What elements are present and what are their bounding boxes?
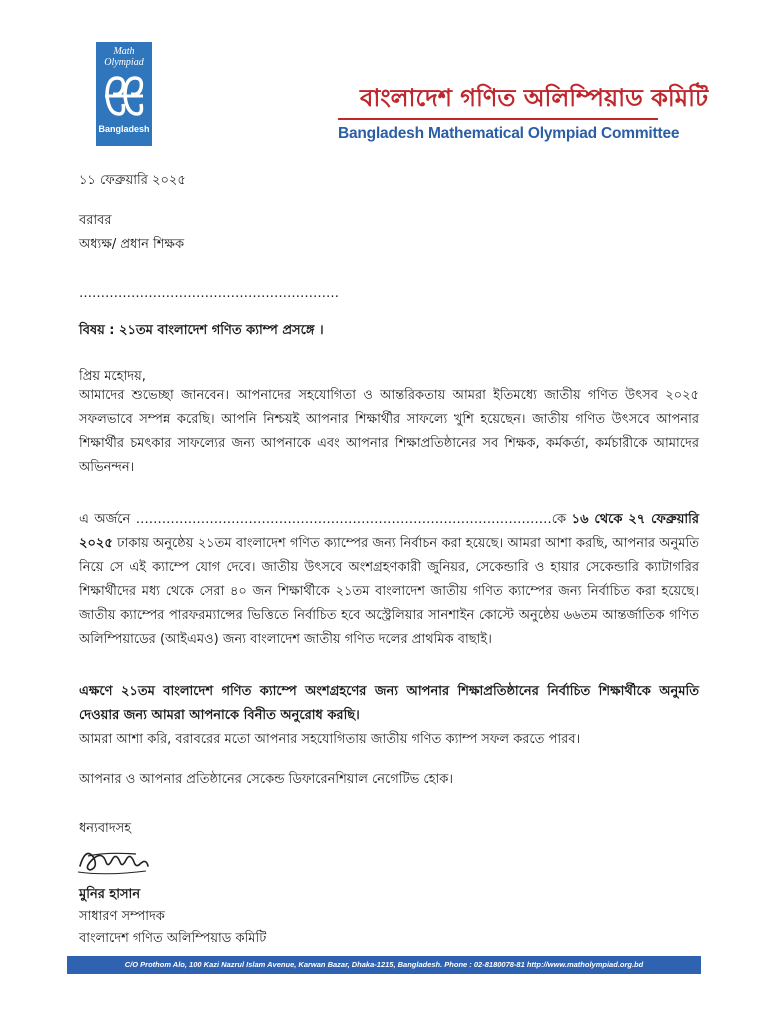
paragraph-greeting: আমাদের শুভেচ্ছা জানবেন। আপনাদের সহযোগিতা ও আন্তরিকতায় আমরা ইতিমধ্যে জাতীয় গণিত উৎসব ২০২৫ সফলভাবে সম্পন্ন করেছি। আপনি নিশ্চয়ই আপনার শিক্ষার্থীর সাফল্যে খুশি হয়েছেন। জাতীয় গণিত উৎসবে আপনার শিক্ষার্থীর চমৎকার সাফল্যের জন্য আপনাকে এবং আপনার শিক্ষাপ্রতিষ্ঠানের সব শিক্ষক, কর্মকর্তা, কর্মচারীকে আমাদের অভিনন্দন।: [79, 388, 699, 475]
recipient-blank-line: ……………………………………………………: [79, 286, 339, 301]
letter-closing: ধন্যবাদসহ: [79, 821, 132, 836]
signer-name: মুনির হাসান: [79, 887, 141, 902]
signer-title: সাধারণ সম্পাদক: [79, 909, 165, 924]
paragraph-hope: আমরা আশা করি, বরাবরের মতো আপনার সহযোগিতায় জাতীয় গণিত ক্যাম্প সফল করতে পারব।: [79, 732, 581, 747]
logo-text-bangladesh: Bangladesh: [98, 124, 150, 134]
letter-to: বরাবর: [79, 213, 112, 228]
camp-date: ১৬ থেকে ২৭ ফেব্রুয়ারি ২০২৫: [79, 512, 699, 551]
letter-subject: বিষয় : ২১তম বাংলাদেশ গণিত ক্যাম্প প্রসঙ্গে ।: [79, 323, 324, 338]
logo-emblem-icon: [101, 70, 147, 122]
bmoc-logo: [96, 42, 152, 146]
paragraph-selection: [79, 508, 699, 652]
paragraph-wish: আপনার ও আপনার প্রতিষ্ঠানের সেকেন্ড ডিফারেনশিয়াল নেগেটিভ হোক।: [79, 772, 454, 787]
header-divider: [338, 118, 658, 120]
signature-image: [76, 838, 156, 878]
logo-text-math: Math: [113, 46, 135, 57]
letter-recipient: অধ্যক্ষ/ প্রধান শিক্ষক: [79, 237, 185, 252]
letter-salutation: প্রিয় মহোদয়,: [79, 369, 146, 384]
selection-body: ঢাকায় অনুষ্ঠেয় ২১তম বাংলাদেশ গণিত ক্যাম্পের জন্য নির্বাচন করা হয়েছে। আমরা আশা করছি, আপনার অনুমতি নিয়ে সে এই ক্যাম্পে যোগ দেবে। জাতীয় উৎসবে অংশগ্রহণকারী জুনিয়র, সেকেন্ডারি ও হায়ার সেকেন্ডারি ক্যাটাগরির শিক্ষার্থীদের মধ্য থেকে সেরা ৪০ জন শিক্ষার্থীকে ২১তম বাংলাদেশ জাতীয় গণিত ক্যাম্পের জন্য নির্বাচিত করা হয়েছে। জাতীয় ক্যাম্পের পারফরম্যান্সের ভিত্তিতে নির্বাচিত হবে অস্ট্রেলিয়ার সানশাইন কোস্টে অনুষ্ঠেয় ৬৬তম আন্তর্জাতিক গণিত অলিম্পিয়াডের (আইএমও) জন্য বাংলাদেশ জাতীয় গণিত দলের প্রাথমিক বাছাই।: [79, 536, 699, 647]
footer-address-bar: C/O Prothom Alo, 100 Kazi Nazrul Islam Avenue, Karwan Bazar, Dhaka-1215, Bangladesh. Phone : 02-8180078-81 http://www.matholympiad.org.bd: [67, 956, 701, 974]
signer-organization: বাংলাদেশ গণিত অলিম্পিয়াড কমিটি: [79, 931, 267, 946]
selection-prefix: এ অর্জনে ……………………………………………………………………………………কে: [79, 512, 567, 527]
org-name-bengali: বাংলাদেশ গণিত অলিম্পিয়াড কমিটি: [360, 84, 709, 112]
logo-text-olympiad: Olympiad: [104, 57, 144, 68]
org-name-english: Bangladesh Mathematical Olympiad Committee: [338, 125, 680, 142]
letter-date: ১১ ফেব্রুয়ারি ২০২৫: [79, 173, 186, 188]
paragraph-request: এক্ষণে ২১তম বাংলাদেশ গণিত ক্যাম্পে অংশগ্রহণের জন্য আপনার শিক্ষাপ্রতিষ্ঠানের নির্বাচিত শিক্ষার্থীকে অনুমতি দেওয়ার জন্য আমরা আপনাকে বিনীত অনুরোধ করছি।: [79, 684, 699, 723]
